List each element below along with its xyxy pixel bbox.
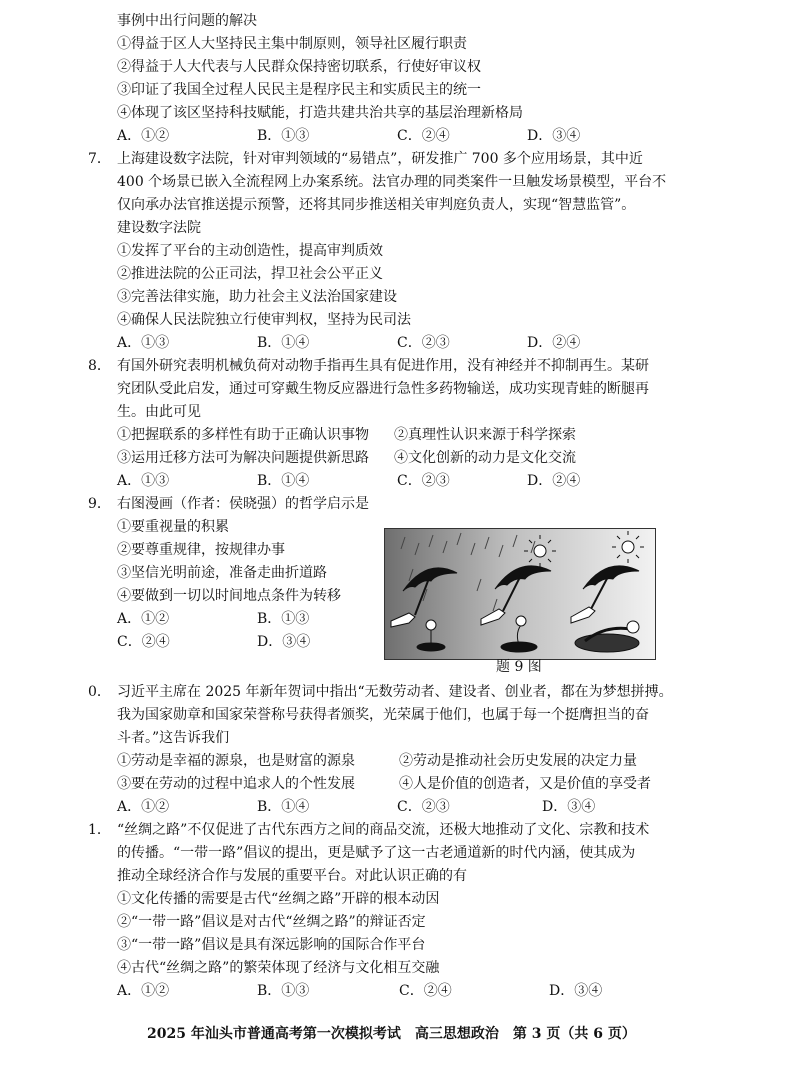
q8-item-2: ②真理性认识来源于科学探索 xyxy=(394,427,576,443)
q7-stem-3: 仅向承办法官推送提示预警，还将其同步推送相关审判庭负责人，实现“智慧监管”。 xyxy=(117,197,636,213)
q8-item-1: ①把握联系的多样性有助于正确认识事物 xyxy=(117,427,369,443)
q9-option-c: C．②④ xyxy=(117,634,170,650)
q9-options-row2 xyxy=(117,631,377,653)
q9-option-d: D．③④ xyxy=(257,634,311,650)
q11-item-4: ④古代“丝绸之路”的繁荣体现了经济与文化相互交融 xyxy=(117,960,440,976)
q10-option-a: A．①② xyxy=(117,799,170,815)
q6-item-4: ④体现了该区坚持科技赋能，打造共建共治共享的基层治理新格局 xyxy=(117,105,523,121)
q6-item-3: ③印证了我国全过程人民民主是程序民主和实质民主的统一 xyxy=(117,82,481,98)
q8-stem-3: 生。由此可见 xyxy=(117,404,201,420)
q8-option-c: C．②③ xyxy=(397,473,450,489)
q10-option-c: C．②③ xyxy=(397,799,450,815)
q7-option-c: C．②③ xyxy=(397,335,450,351)
q7-stem-2: 400 个场景已嵌入全流程网上办案系统。法官办理的同类案件一旦触发场景模型，平台不 xyxy=(117,174,667,190)
q8-stem-2: 究团队受此启发，通过可穿戴生物反应器进行急性多药物输送，成功实现青蛙的断腿再 xyxy=(117,381,649,397)
q11-options xyxy=(117,980,677,1002)
q9-item-4: ④要做到一切以时间地点条件为转移 xyxy=(117,588,341,604)
q10-options xyxy=(117,796,677,818)
page-footer: 2025 年汕头市普通高考第一次模拟考试 高三思想政治 第 3 页（共 6 页） xyxy=(147,1026,636,1042)
q9-options-row1 xyxy=(117,608,377,630)
q6-item-1: ①得益于区人大坚持民主集中制原则，领导社区履行职责 xyxy=(117,36,467,52)
q10-item-1: ①劳动是幸福的源泉，也是财富的源泉 xyxy=(117,753,355,769)
q10-item-3: ③要在劳动的过程中追求人的个性发展 xyxy=(117,776,355,792)
q8-number: 8． xyxy=(88,358,111,374)
q9-option-a: A．①② xyxy=(117,611,170,627)
q11-item-1: ①文化传播的需要是古代“丝绸之路”开辟的根本动因 xyxy=(117,891,440,907)
q9-figure-caption: 题 9 图 xyxy=(496,659,542,675)
q7-stem-4: 建设数字法院 xyxy=(117,220,201,236)
q11-item-2: ②“一带一路”倡议是对古代“丝绸之路”的辩证否定 xyxy=(117,914,426,930)
q8-option-a: A．①③ xyxy=(117,473,170,489)
q7-stem-1: 上海建设数字法院，针对审判领域的“易错点”，研发推广 700 多个应用场景，其中近 xyxy=(117,151,643,167)
q11-stem-2: 的传播。“一带一路”倡议的提出，更是赋予了这一古老通道新的时代内涵，使其成为 xyxy=(117,845,636,861)
q9-option-b: B．①③ xyxy=(257,611,310,627)
q9-item-1: ①要重视量的积累 xyxy=(117,519,229,535)
q6-option-a: A．①② xyxy=(117,128,170,144)
q6-stem-tail: 事例中出行问题的解决 xyxy=(117,13,257,29)
q11-stem-1: “丝绸之路”不仅促进了古代东西方之间的商品交流，还极大地推动了文化、宗教和技术 xyxy=(117,822,650,838)
q8-item-3: ③运用迁移方法可为解决问题提供新思路 xyxy=(117,450,369,466)
q7-item-2: ②推进法院的公正司法，捍卫社会公平正义 xyxy=(117,266,383,282)
q7-option-d: D．②④ xyxy=(527,335,581,351)
q9-item-2: ②要尊重规律，按规律办事 xyxy=(117,542,285,558)
q7-item-4: ④确保人民法院独立行使审判权，坚持为民司法 xyxy=(117,312,411,328)
q7-item-1: ①发挥了平台的主动创造性，提高审判质效 xyxy=(117,243,383,259)
q6-item-2: ②得益于人大代表与人民群众保持密切联系，行使好审议权 xyxy=(117,59,481,75)
q11-option-b: B．①③ xyxy=(257,983,310,999)
q10-item-2: ②劳动是推动社会历史发展的决定力量 xyxy=(399,753,637,769)
q10-item-4: ④人是价值的创造者，又是价值的享受者 xyxy=(399,776,651,792)
comic-drawing xyxy=(385,529,655,659)
q7-option-b: B．①④ xyxy=(257,335,310,351)
q10-option-b: B．①④ xyxy=(257,799,310,815)
q6-option-b: B．①③ xyxy=(257,128,310,144)
q8-option-b: B．①④ xyxy=(257,473,310,489)
q8-stem-1: 有国外研究表明机械负荷对动物手指再生具有促进作用，没有神经并不抑制再生。某研 xyxy=(117,358,649,374)
q10-stem-3: 斗者。”这告诉我们 xyxy=(117,730,230,746)
q8-item-4: ④文化创新的动力是文化交流 xyxy=(394,450,576,466)
q6-options xyxy=(117,125,677,147)
q11-number: 1． xyxy=(88,822,111,838)
q7-option-a: A．①③ xyxy=(117,335,170,351)
q10-stem-2: 我为国家勋章和国家荣誉称号获得者颁奖，光荣属于他们，也属于每一个挺膺担当的奋 xyxy=(117,707,649,723)
q6-option-d: D．③④ xyxy=(527,128,581,144)
comic-illustration xyxy=(384,528,656,660)
q11-option-d: D．③④ xyxy=(549,983,603,999)
q7-item-3: ③完善法律实施，助力社会主义法治国家建设 xyxy=(117,289,397,305)
q9-item-3: ③坚信光明前途，准备走曲折道路 xyxy=(117,565,327,581)
q6-option-c: C．②④ xyxy=(397,128,450,144)
q7-options xyxy=(117,332,677,354)
q9-stem: 右图漫画（作者：侯晓强）的哲学启示是 xyxy=(117,496,369,512)
q11-option-c: C．②④ xyxy=(399,983,452,999)
q10-number: 0． xyxy=(88,684,111,700)
q7-number: 7． xyxy=(88,151,111,167)
q10-stem-1: 习近平主席在 2025 年新年贺词中指出“无数劳动者、建设者、创业者，都在为梦想拼搏。 xyxy=(117,684,673,700)
q8-option-d: D．②④ xyxy=(527,473,581,489)
q8-options xyxy=(117,470,677,492)
q11-stem-3: 推动全球经济合作与发展的重要平台。对此认识正确的有 xyxy=(117,868,467,884)
q11-option-a: A．①② xyxy=(117,983,170,999)
q9-number: 9． xyxy=(88,496,111,512)
q10-option-d: D．③④ xyxy=(542,799,596,815)
q11-item-3: ③“一带一路”倡议是具有深远影响的国际合作平台 xyxy=(117,937,426,953)
